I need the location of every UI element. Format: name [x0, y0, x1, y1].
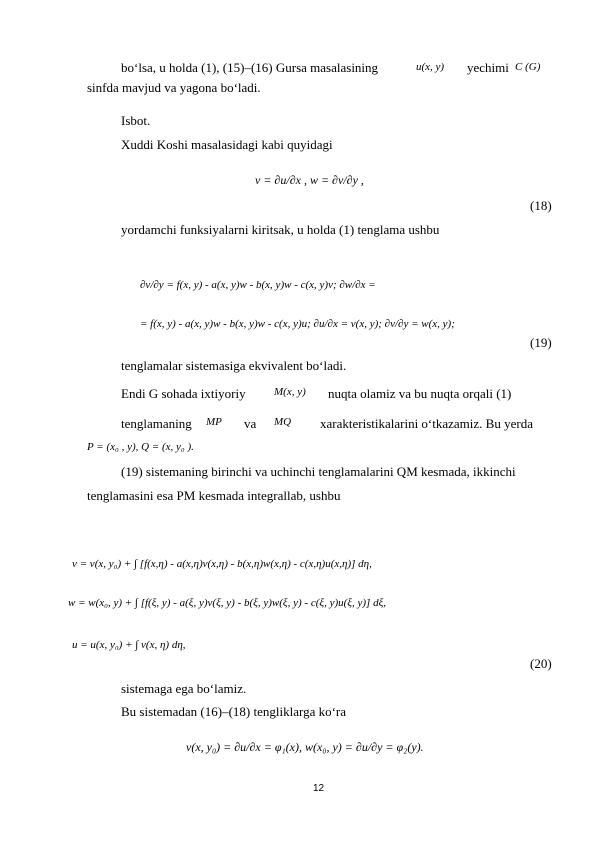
math-MP: MP [206, 416, 222, 428]
equation-18: v = ∂u/∂x , w = ∂v/∂y , [255, 173, 364, 187]
text-line-5: yordamchi funksiyalarni kiritsak, u holda (1) tenglama ushbu [121, 222, 440, 237]
math-MQ: MQ [274, 416, 292, 428]
math-u-xy: u(x, y) [416, 61, 445, 73]
text-line-7b: nuqta olamiz va bu nuqta orqali (1) [328, 386, 512, 401]
text-isbot: Isbot. [121, 113, 151, 128]
text-line-9: (19) sistemaning birinchi va uchinchi tenglamalarini QM kesmada, ikkinchi [121, 464, 516, 479]
text-line-1a: bo‘lsa, u holda (1), (15)–(16) Gursa masalasining [121, 60, 379, 75]
equation-number-19: (19) [530, 335, 552, 350]
equation-20-line-1: v = v(x, y₀) + ∫ [f(x,η) - a(x,η)v(x,η) - b(x,η)w(x,η) - c(x,η)u(x,η)] dη, [72, 558, 372, 570]
text-line-8c: xarakteristikalarini o‘tkazamiz. Bu yerda [320, 416, 533, 431]
equation-final: v(x, y₀) = ∂u/∂x = φ₁(x), w(x₀, y) = ∂u/∂y = φ₂(y). [186, 740, 424, 754]
text-line-6: tenglamalar sistemasiga ekvivalent bo‘ladi. [121, 358, 347, 373]
equation-19-line-1: ∂v/∂y = f(x, y) - a(x, y)w - b(x, y)w - c(x, y)v; ∂w/∂x = [140, 279, 376, 291]
text-line-10: tenglamasini esa PM kesmada integrallab, ushbu [87, 488, 341, 503]
math-C-G: C (G) [515, 61, 541, 73]
text-line-4: Xuddi Koshi masalasidagi kabi quyidagi [121, 137, 333, 152]
equation-number-18: (18) [530, 198, 552, 213]
text-line-11: sistemaga ega bo‘lamiz. [121, 681, 247, 696]
text-line-8a: tenglamaning [121, 416, 192, 431]
math-P-Q: P = (x₀ , y), Q = (x, y₀ ). [87, 441, 194, 453]
math-M-xy: M(x, y) [274, 386, 306, 398]
text-line-12: Bu sistemadan (16)–(18) tengliklarga ko‘ra [121, 704, 347, 719]
text-line-2: sinfda mavjud va yagona bo‘ladi. [87, 80, 261, 95]
equation-number-20: (20) [530, 656, 552, 671]
equation-19-line-2: = f(x, y) - a(x, y)w - b(x, y)w - c(x, y)u; ∂u/∂x = v(x, y); ∂v/∂y = w(x, y); [140, 318, 455, 330]
text-line-7a: Endi G sohada ixtiyoriy [121, 386, 246, 401]
equation-20-line-3: u = u(x, y₀) + ∫ v(x, η) dη, [72, 639, 186, 651]
equation-20-line-2: w = w(x₀, y) + ∫ [f(ξ, y) - a(ξ, y)v(ξ, y) - b(ξ, y)w(ξ, y) - c(ξ, y)u(ξ, y)] dξ, [68, 597, 387, 609]
page-number: 12 [313, 783, 325, 794]
text-line-1b: yechimi [467, 60, 509, 75]
text-line-8b: va [244, 416, 257, 431]
